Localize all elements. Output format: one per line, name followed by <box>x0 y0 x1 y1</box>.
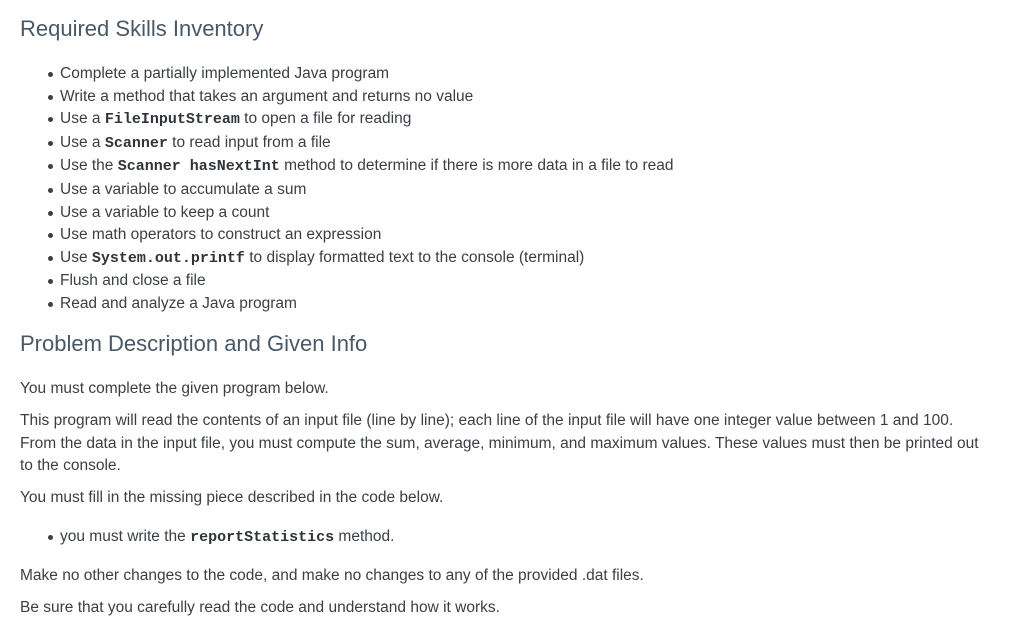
skill-text: to read input from a file <box>167 133 331 151</box>
skill-text: Write a method that takes an argument and returns no value <box>60 87 474 105</box>
skill-item <box>60 155 674 179</box>
skill-text: Use a <box>60 133 105 151</box>
skill-text: Flush and close a file <box>60 272 206 290</box>
skills-list <box>20 63 674 316</box>
skill-text: Use a <box>60 110 105 128</box>
skill-text: method to determine if there is more data in a file to read <box>279 157 674 175</box>
skill-item <box>60 202 674 225</box>
paragraph-intro: You must complete the given program below. <box>20 380 329 397</box>
paragraph-constraints: Make no other changes to the code, and make no changes to any of the provided .dat files. <box>20 567 644 584</box>
skill-item <box>60 293 674 316</box>
paragraph-instructions: You must fill in the missing piece described in the code below. <box>20 489 444 506</box>
skill-text: Use a variable to accumulate a sum <box>60 180 307 198</box>
task-code: reportStatistics <box>190 529 335 546</box>
skill-item <box>60 108 674 132</box>
skill-text: Use a variable to keep a count <box>60 203 270 221</box>
task-text: you must write the <box>60 528 191 545</box>
problem-heading: Problem Description and Given Info <box>20 331 368 356</box>
skill-text: to display formatted text to the console (terminal) <box>244 248 585 266</box>
skill-text: Use the <box>60 157 118 175</box>
skill-text: Use math operators to construct an expression <box>60 226 382 244</box>
skill-item <box>60 132 674 156</box>
skill-item <box>60 63 674 86</box>
skill-code: FileInputStream <box>104 111 240 129</box>
skills-heading: Required Skills Inventory <box>20 16 264 41</box>
skill-item <box>60 247 674 271</box>
skill-code: System.out.printf <box>91 249 245 267</box>
task-text: method. <box>334 528 395 545</box>
skill-text: Use <box>60 248 92 266</box>
skill-item <box>60 270 674 293</box>
skill-item <box>60 179 674 202</box>
skill-text: Complete a partially implemented Java program <box>60 65 390 82</box>
skill-text: Read and analyze a Java program <box>60 294 297 312</box>
paragraph-advice: Be sure that you carefully read the code and understand how it works. <box>20 599 500 616</box>
skill-code: Scanner hasNextInt <box>117 158 280 176</box>
skill-item <box>60 86 674 109</box>
skill-item <box>60 224 674 247</box>
paragraph-description: This program will read the contents of an input file (line by line); each line of the input file will have one integer value between 1 and 100. From the data in the input file, you must compute the sum, average, minimum, and maximum values. These values must then be printed out to the console. <box>20 412 979 475</box>
skill-text: to open a file for reading <box>239 110 412 128</box>
task-item <box>60 526 394 550</box>
task-list <box>20 526 394 550</box>
skill-code: Scanner <box>104 134 168 152</box>
